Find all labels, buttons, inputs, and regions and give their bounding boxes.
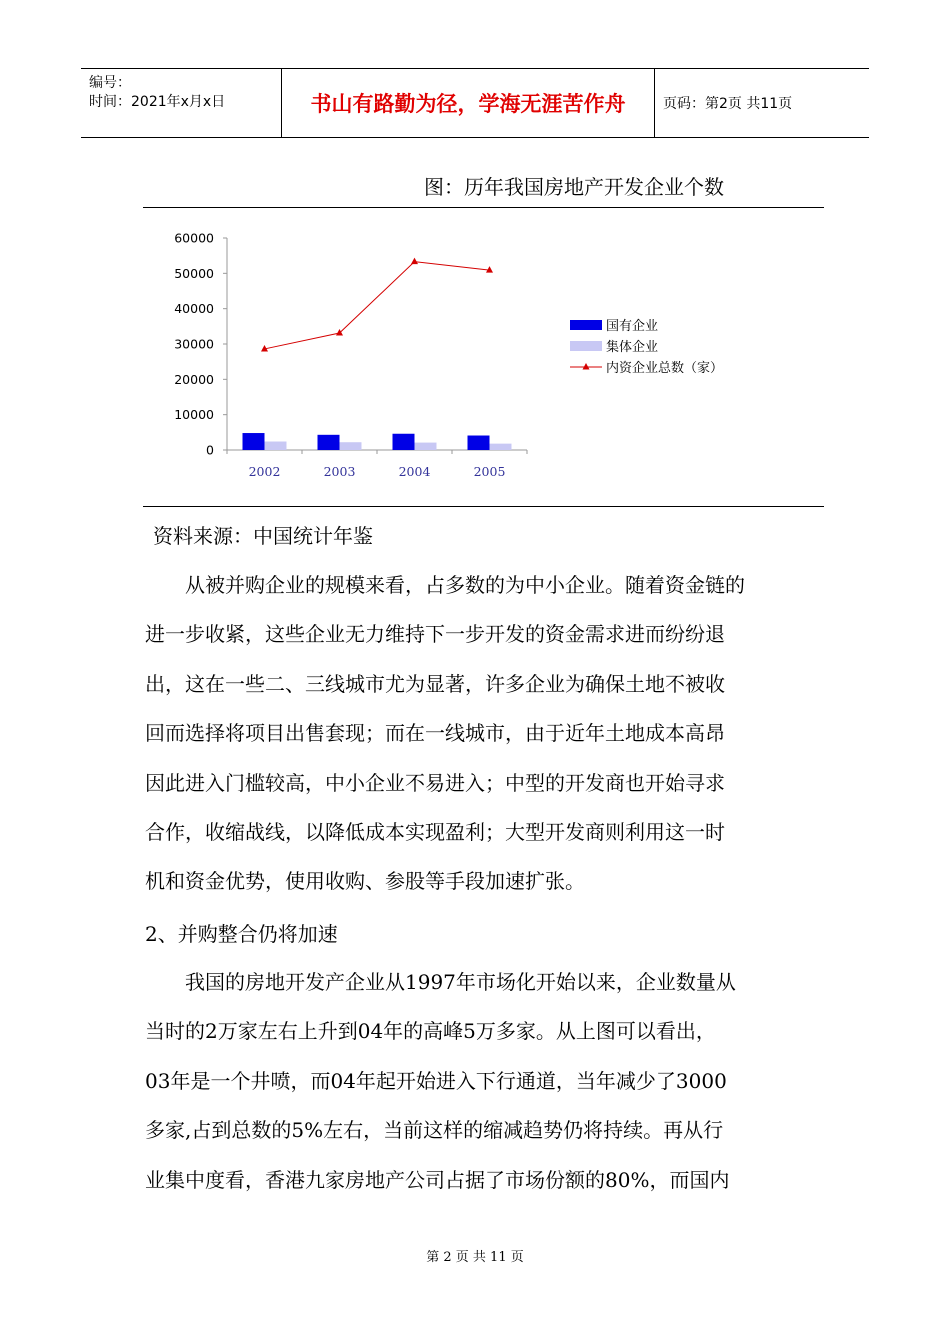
section-heading: 2、并购整合仍将加速: [145, 922, 338, 946]
legend-label: 内资企业总数（家）: [606, 361, 724, 376]
legend-swatch: [570, 320, 602, 330]
line-marker: [336, 329, 343, 336]
header-motto: 书山有路勤为径，学海无涯苦作舟: [310, 92, 626, 116]
paragraph-line: 我国的房地开发产企业从1997年市场化开始以来，企业数量从: [185, 970, 736, 994]
header-meta: [81, 69, 281, 137]
paragraph-line: 进一步收紧，这些企业无力维持下一步开发的资金需求进而纷纷退: [145, 622, 725, 647]
bar-state-owned: [243, 433, 265, 450]
series-line-total: [265, 262, 490, 349]
paragraph-line: 业集中度看，香港九家房地产公司占据了市场份额的80%，而国内: [145, 1167, 730, 1192]
y-tick-label: 10000: [174, 407, 214, 423]
header-table: [81, 68, 869, 138]
enterprise-count-chart: [143, 208, 824, 506]
y-tick-label: 60000: [174, 230, 214, 246]
paragraph-line: 多家,占到总数的5%左右，当前这样的缩减趋势仍将持续。再从行: [145, 1118, 724, 1143]
x-tick-label: 2003: [323, 464, 356, 479]
paragraph-line: 回而选择将项目出售套现；而在一线城市，由于近年土地成本高昂: [145, 721, 725, 746]
bar-state-owned: [468, 436, 490, 450]
bar-collective: [265, 442, 287, 450]
paragraph-line: 合作，收缩战线，以降低成本实现盈利；大型开发商则利用这一时: [145, 820, 725, 845]
date-label: 时间：2021年x月x日: [89, 94, 226, 110]
paragraph-line: 03年是一个井喷，而04年起开始进入下行通道，当年减少了3000: [145, 1068, 727, 1093]
bar-collective: [490, 444, 512, 450]
line-marker: [411, 258, 418, 265]
figure-title: 图：历年我国房地产开发企业个数: [424, 175, 724, 199]
paragraph-line: 从被并购企业的规模来看，占多数的为中小企业。随着资金链的: [185, 573, 745, 597]
paragraph-line: 机和资金优势，使用收购、参股等手段加速扩张。: [145, 869, 585, 894]
paragraph-line: 出，这在一些二、三线城市尤为显著，许多企业为确保土地不被收: [145, 671, 725, 696]
header-divider: [654, 69, 655, 137]
bar-state-owned: [318, 435, 340, 450]
y-tick-label: 40000: [174, 301, 214, 317]
legend-marker: [583, 363, 590, 370]
number-label: 编号：: [89, 75, 131, 91]
figure-bottom-rule: [143, 506, 824, 507]
paragraph-line: 因此进入门槛较高，中小企业不易进入；中型的开发商也开始寻求: [145, 770, 725, 795]
bar-state-owned: [393, 434, 415, 450]
y-tick-label: 50000: [174, 265, 214, 281]
x-tick-label: 2004: [398, 464, 431, 479]
figure-source: 资料来源：中国统计年鉴: [153, 524, 373, 548]
x-tick-label: 2005: [473, 464, 506, 479]
x-tick-label: 2002: [248, 464, 281, 479]
y-tick-label: 20000: [174, 371, 214, 387]
legend-swatch: [570, 341, 602, 351]
legend-label: 国有企业: [606, 319, 659, 334]
y-tick-label: 0: [206, 442, 214, 458]
legend-label: 集体企业: [606, 340, 659, 355]
paragraph-2: [145, 958, 810, 1205]
bar-collective: [340, 442, 362, 450]
bar-collective: [415, 443, 437, 450]
header-page-label: 页码：第2页 共11页: [663, 96, 793, 112]
y-tick-label: 30000: [174, 336, 214, 352]
paragraph-line: 当时的2万家左右上升到04年的高峰5万多家。从上图可以看出，: [145, 1019, 716, 1044]
page-footer: 第 2 页 共 11 页: [426, 1250, 524, 1265]
paragraph-1: [145, 561, 810, 907]
